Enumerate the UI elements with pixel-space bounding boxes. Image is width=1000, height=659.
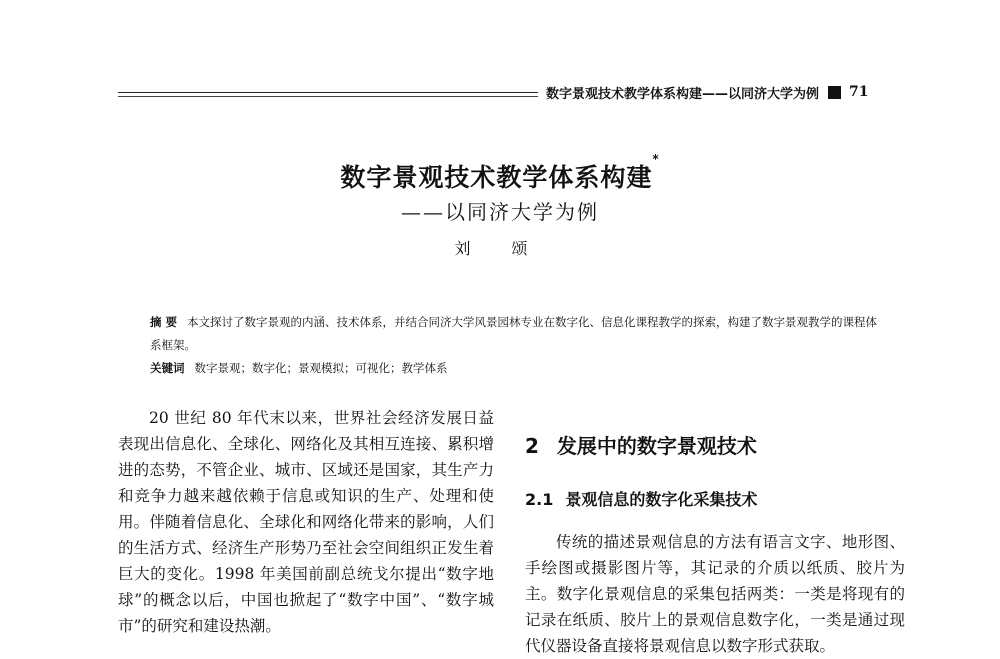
- running-head-title: 数字景观技术教学体系构建——以同济大学为例: [546, 86, 820, 102]
- abstract-text: 本文探讨了数字景观的内涵、技术体系，并结合同济大学风景园林专业在数字化、信息化课程教学的探索，构建了数字景观教学的课程体系框架。: [150, 315, 878, 352]
- header-rule-thin: [118, 96, 538, 97]
- article-title-text: 数字景观技术教学体系构建: [340, 163, 653, 192]
- keywords-text: 数字景观；数字化；景观模拟；可视化；教学体系: [194, 361, 448, 375]
- author: 刘 颂: [454, 239, 546, 258]
- subsection-number: 2.1: [525, 490, 554, 509]
- black-square-icon: [828, 86, 841, 99]
- running-head: [546, 80, 926, 104]
- article-subtitle: ——以同济大学为例: [401, 200, 599, 224]
- section-paragraph: 传统的描述景观信息的方法有语言文字、地形图、手绘图或摄影图片等，其记录的介质以纸质、胶片为主。数字化景观信息的采集包括两类：一类是将现有的记录在纸质、胶片上的景观信息数字化，一类是通过现代仪器设备直接将景观信息以数字形式获取。: [525, 533, 905, 655]
- right-column: [525, 410, 905, 659]
- subsection-heading: [525, 487, 905, 513]
- abstract-label: 摘 要: [150, 315, 178, 329]
- left-column: [118, 405, 494, 639]
- keywords: [150, 358, 880, 378]
- keywords-label: 关键词: [150, 361, 185, 375]
- section-number: 2: [525, 434, 539, 458]
- section-heading: [525, 429, 905, 463]
- abstract: [150, 311, 880, 357]
- page-number: 71: [849, 84, 869, 100]
- intro-paragraph: 20 世纪 80 年代末以来，世界社会经济发展日益表现出信息化、全球化、网络化及其相互连接、累积增进的态势，不管企业、城市、区域还是国家，其生产力和竞争力越来越依赖于信息或知识的生产、处理和使用。伴随着信息化、全球化和网络化带来的影响，人们的生活方式、经济生产形势乃至社会空间组织正发生着巨大的变化。1998 年美国前副总统戈尔提出“数字地球”的概念以后，中国也掀起了“数字中国”、“数字城市”的研究和建设热潮。: [118, 409, 494, 635]
- subsection-title: 景观信息的数字化采集技术: [565, 490, 758, 509]
- header-rule: [118, 92, 538, 93]
- section-title: 发展中的数字景观技术: [556, 434, 757, 458]
- article-title: [250, 152, 750, 194]
- title-footnote-mark: *: [652, 152, 660, 166]
